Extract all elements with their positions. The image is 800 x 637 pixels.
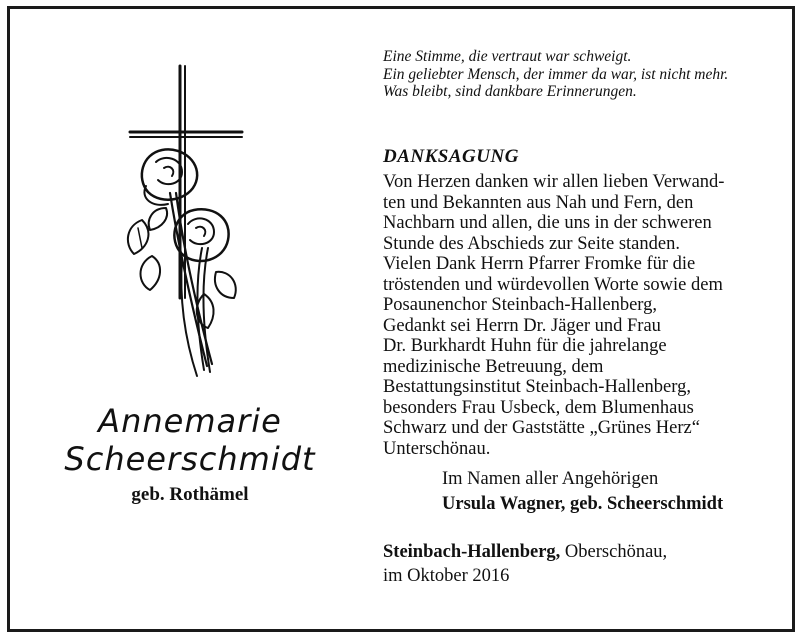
deceased-first-name: Annemarie	[98, 402, 282, 440]
place-town-secondary: Oberschönau,	[560, 542, 668, 562]
place-and-date	[383, 540, 667, 588]
deceased-maiden-name: geb. Rothämel	[131, 484, 249, 505]
quote-line: Eine Stimme, die vertraut war schweigt.	[383, 48, 632, 65]
place-town: Steinbach-Hallenberg,	[383, 542, 561, 562]
quote-line: Was bleibt, sind dankbare Erinnerungen.	[383, 83, 637, 100]
body-line: Posaunenchor Steinbach-Hallenberg,	[383, 295, 657, 315]
body-line: Vielen Dank Herrn Pfarrer Fromke für die	[383, 254, 696, 274]
body-line: Stunde des Abschieds zur Seite standen.	[383, 233, 680, 254]
signature-intro: Im Namen aller Angehörigen	[442, 469, 659, 489]
signature-name: Ursula Wagner, geb. Scheerschmidt	[442, 494, 724, 514]
body-line: ten und Bekannten aus Nah und Fern, den	[383, 192, 694, 213]
body-line: Nachbarn und allen, die uns in der schweren	[383, 213, 712, 233]
body-line: Bestattungsinstitut Steinbach-Hallenberg,	[383, 377, 691, 397]
place-line	[383, 540, 667, 564]
body-line: Dr. Burkhardt Huhn für die jahrelange	[383, 336, 667, 356]
body-line: tröstenden und würdevollen Worte sowie dem	[383, 274, 723, 295]
body-line: Schwarz und der Gaststätte „Grünes Herz“	[383, 418, 700, 438]
thanks-body	[383, 172, 783, 459]
cross-with-roses-icon	[112, 58, 252, 388]
body-line: Gedankt sei Herrn Dr. Jäger und Frau	[383, 315, 661, 336]
body-line: Unterschönau.	[383, 438, 491, 459]
body-line: medizinische Betreuung, dem	[383, 356, 604, 377]
quote-line: Ein geliebter Mensch, der immer da war, ist nicht mehr.	[383, 65, 729, 83]
body-line: besonders Frau Usbeck, dem Blumenhaus	[383, 397, 694, 418]
deceased-last-name: Scheerschmidt	[64, 440, 316, 478]
memorial-quote	[383, 48, 783, 101]
deceased-name-block	[40, 402, 340, 506]
date-line: im Oktober 2016	[383, 566, 510, 586]
body-line: Von Herzen danken wir allen lieben Verwand-	[383, 172, 725, 192]
thanks-heading: DANKSAGUNG	[383, 146, 519, 167]
